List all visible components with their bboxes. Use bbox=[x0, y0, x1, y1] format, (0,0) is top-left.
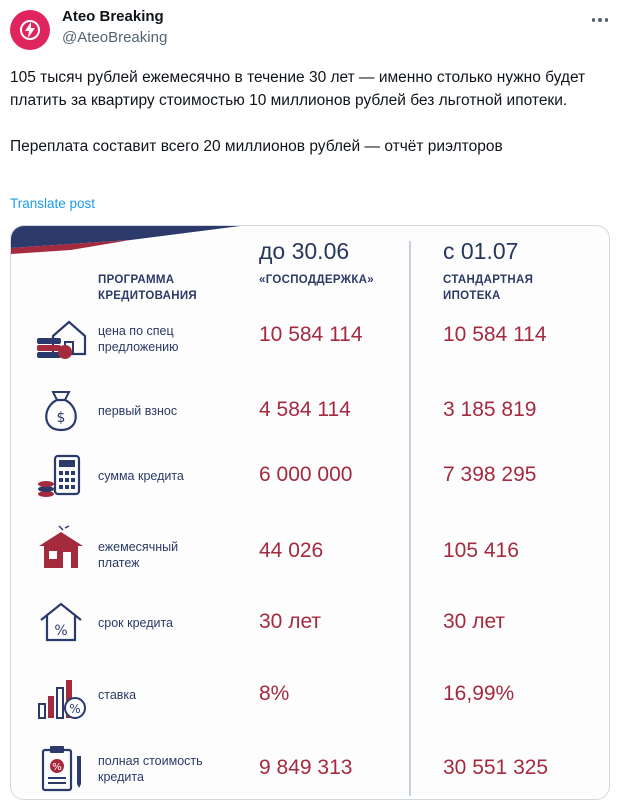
more-dot-icon bbox=[598, 18, 602, 22]
money-bag-icon bbox=[35, 386, 87, 434]
gov-value: 30 лет bbox=[259, 610, 322, 633]
row-label: ежемесячный платеж bbox=[98, 540, 179, 570]
gov-value: 9 849 313 bbox=[259, 756, 353, 779]
std-value: 30 лет bbox=[443, 610, 506, 633]
row-label: срок кредита bbox=[98, 616, 174, 630]
svg-text:$: $ bbox=[56, 410, 66, 426]
row-label: полная стоимость кредита bbox=[98, 754, 203, 784]
svg-text:%: % bbox=[69, 702, 81, 716]
std-value: 105 416 bbox=[443, 539, 519, 562]
std-value: 3 185 819 bbox=[443, 398, 537, 421]
row-label: сумма кредита bbox=[98, 469, 184, 483]
infographic-image[interactable] bbox=[10, 225, 610, 800]
gov-value: 4 584 114 bbox=[259, 398, 351, 421]
more-options-button[interactable] bbox=[588, 10, 612, 30]
tweet-text bbox=[10, 66, 610, 158]
more-dot-icon bbox=[605, 18, 609, 22]
row-label: цена по спец предложению bbox=[98, 324, 179, 354]
std-value: 16,99% bbox=[443, 682, 515, 705]
row-label: ставка bbox=[98, 688, 137, 702]
gov-value: 8% bbox=[259, 682, 290, 705]
clipboard-percent-icon bbox=[35, 744, 87, 792]
tweet-paragraph-1: 105 тысяч рублей ежемесячно в течение 30 лет — именно столько нужно будет платить за квартиру стоимостью 10 миллионов рублей без льготной ипотеки. bbox=[10, 69, 586, 109]
lightning-bolt-icon bbox=[18, 18, 42, 42]
house-percent-icon bbox=[35, 598, 87, 646]
std-value: 30 551 325 bbox=[443, 756, 549, 779]
column-gov-name: «ГОСПОДДЕРЖКА» bbox=[259, 274, 374, 286]
red-house-icon bbox=[35, 524, 87, 572]
std-value: 7 398 295 bbox=[443, 463, 537, 486]
column-std-name: СТАНДАРТНАЯ ИПОТЕКА bbox=[443, 274, 534, 302]
gov-value: 6 000 000 bbox=[259, 463, 353, 486]
column-divider bbox=[409, 241, 411, 796]
column-std-date: с 01.07 bbox=[443, 238, 519, 264]
author-handle[interactable]: @AteoBreaking bbox=[62, 29, 168, 46]
row-label: первый взнос bbox=[98, 404, 178, 418]
calculator-icon bbox=[35, 452, 87, 500]
house-with-coins-icon bbox=[35, 314, 87, 362]
gov-value: 44 026 bbox=[259, 539, 324, 562]
program-header: ПРОГРАММА КРЕДИТОВАНИЯ bbox=[98, 274, 197, 302]
translate-post-link[interactable]: Translate post bbox=[10, 196, 96, 211]
svg-text:%: % bbox=[54, 623, 68, 639]
svg-text:%: % bbox=[52, 762, 62, 773]
rising-bars-percent-icon bbox=[35, 674, 87, 722]
column-gov-date: до 30.06 bbox=[259, 238, 350, 264]
tweet-paragraph-2: Переплата составит всего 20 миллионов рублей — отчёт риэлторов bbox=[10, 138, 503, 155]
more-dot-icon bbox=[592, 18, 596, 22]
std-value: 10 584 114 bbox=[443, 323, 547, 346]
gov-value: 10 584 114 bbox=[259, 323, 363, 346]
author-name[interactable]: Ateo Breaking bbox=[62, 8, 164, 25]
avatar[interactable] bbox=[10, 10, 50, 50]
